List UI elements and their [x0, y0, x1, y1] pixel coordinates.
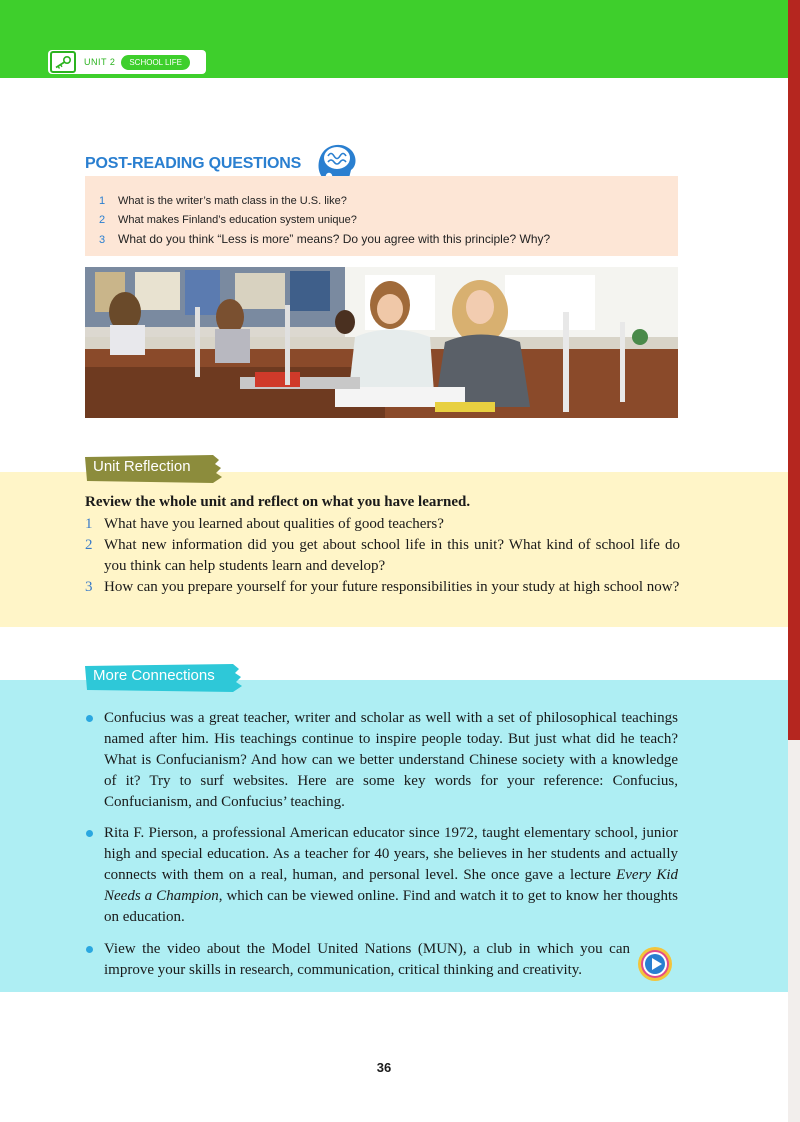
- classroom-photo: [85, 267, 678, 418]
- unit-tag: [48, 50, 206, 74]
- reflection-item-1: 1 What have you learned about qualities of good teachers?: [85, 516, 444, 532]
- unit-label: UNIT 2: [84, 57, 116, 67]
- question-3: 3 What do you think “Less is more” means? Do you agree with this principle? Why?: [99, 232, 551, 246]
- bullet-dot: [86, 715, 93, 722]
- page-edge-tab: [788, 0, 800, 740]
- reflection-item-3: 3 How can you prepare yourself for your future responsibilities in your study at high school now?: [85, 579, 680, 595]
- question-1: 1 What is the writer’s math class in the U.S. like?: [99, 195, 347, 207]
- reflection-item-2: 2 What new information did you get about school life in this unit? What kind of school life do you think can help students learn and develop?: [85, 537, 680, 574]
- post-reading-title: POST-READING QUESTIONS: [85, 155, 302, 172]
- play-video-icon[interactable]: [637, 946, 673, 982]
- page-number: 36: [376, 1060, 392, 1075]
- bullet-dot: [86, 830, 93, 837]
- connection-item-2: Rita F. Pierson, a professional American educator since 1972, taught elementary school, junior high and special education. As a teacher for 40 years, she believes in her students and actually connects with them on a real, human, and personal level. She once gave a lecture Every Kid Needs a Champion, which can be viewed online. Find and watch it to get to know her thoughts on education.: [85, 823, 678, 928]
- bullet-dot: [86, 946, 93, 953]
- question-2: 2 What makes Finland’s education system unique?: [99, 214, 357, 226]
- connection-item-1: Confucius was a great teacher, writer and scholar as well with a set of philosophical teachings named after him. His teachings continue to inspire people today. But just what did he teach? What is Confucianism? And how can we better understand Chinese society with a knowledge of it? Try to surf websites. Here are some key words for your reference: Confucius, Confucianism, and Confucius’ teaching.: [85, 708, 678, 813]
- key-icon: [50, 51, 76, 73]
- lecture-title: Every Kid Needs a Champion: [104, 867, 678, 904]
- connection-item-3: View the video about the Model United Nations (MUN), a club in which you can improve your skills in research, communication, critical thinking and creativity.: [85, 939, 630, 981]
- unit-topic: SCHOOL LIFE: [121, 55, 190, 70]
- reflection-heading: Review the whole unit and reflect on what you have learned.: [85, 494, 471, 510]
